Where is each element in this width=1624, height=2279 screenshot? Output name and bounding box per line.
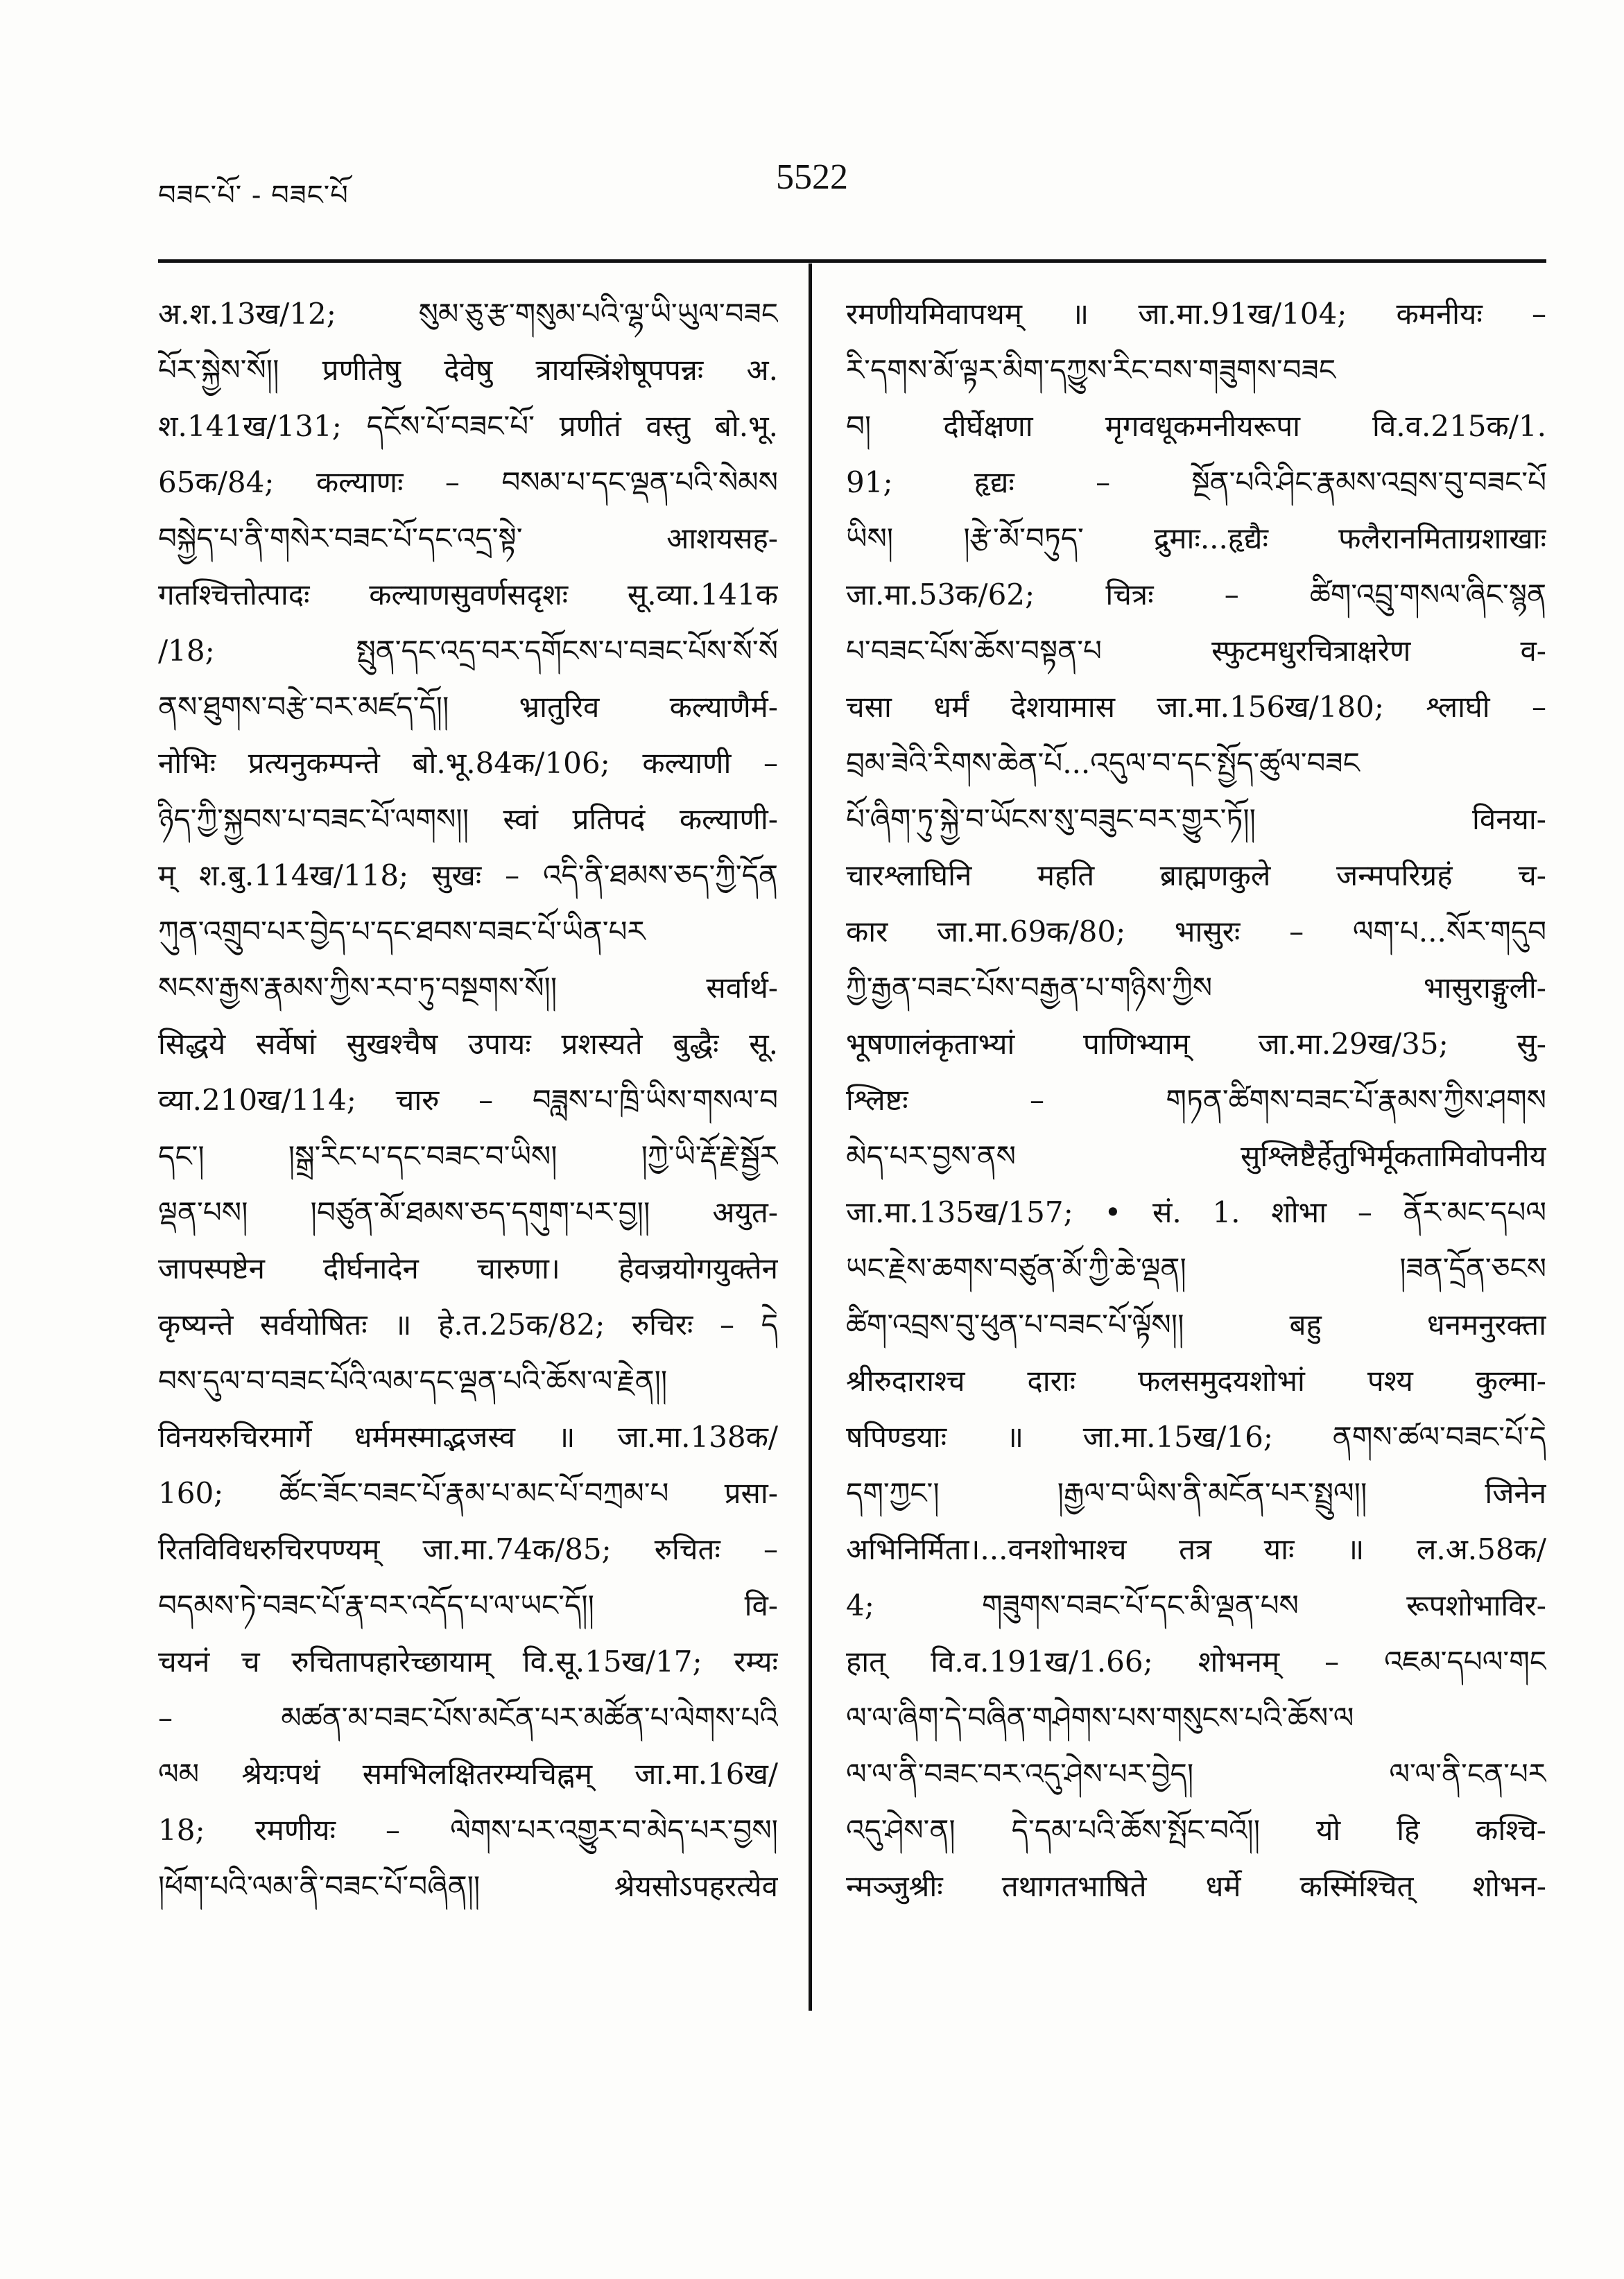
text-line: अ.श.13ख/12; སུམ་ཅུ་རྩ་གསུམ་པའི་ལྷ་ཡི་ཡུལ་བཟང <box>158 297 778 331</box>
text-line: ཡང་རྗེས་ཆགས་བཙུན་མོ་ཀྱི་ཆེ་ལྡན། །ཟན་དྲོན་ཅངས <box>846 1251 1546 1285</box>
text-line: हात् वि.व.191ख/1.66; शोभनम् – འཇམ་དཔལ་གང <box>846 1645 1546 1679</box>
running-head: བཟང་པོ་ - བཟང་པོ <box>158 180 349 211</box>
text-line: 160; ཚོང་ཟོང་བཟང་པོ་རྣམ་པ་མང་པོ་བཀྲམ་པ प्रसा- <box>158 1476 778 1510</box>
text-line: 18; रमणीयः – ལེགས་པར་འགྱུར་བ་མེད་པར་བྱས། <box>158 1813 778 1847</box>
text-line: ཀུན་འགྲུབ་པར་བྱེད་པ་དང་ཐབས་བཟང་པོ་ཡིན་པར <box>158 915 646 948</box>
text-line: བ། दीर्घेक्षणा मृगवधूकमनीयरूपा वि.व.215क/1. <box>846 409 1546 443</box>
text-line: ཡིས། །རྩེ་མོ་བཏུད་ द्रुमाः...हृद्यैः फलैरानमिताग्रशाखाः <box>846 521 1546 555</box>
text-line: བསྐྱེད་པ་ནི་གསེར་བཟང་པོ་དང་འདྲ་སྟེ་ आशयसह- <box>158 521 778 555</box>
text-line: ལམ श्रेयःपथं समभिलक्षितरम्यचिह्नम् जा.मा.16ख/ <box>158 1757 778 1791</box>
text-line: པ་བཟང་པོས་ཆོས་བསྟན་པ स्फुटमधुरचित्राक्षरेण व- <box>846 634 1546 668</box>
text-line: རི་དགས་མོ་ལྟར་མིག་དཀྱུས་རིང་བས་གཟུགས་བཟང <box>846 353 1336 387</box>
text-line: जा.मा.135ख/157; • सं. 1. शोभा – ནོར་མང་དཔལ <box>846 1195 1546 1229</box>
text-line: ནས་ཐུགས་བརྩེ་བར་མཛད་དོ།། भ्रातुरिव कल्याणैर्म- <box>158 690 778 724</box>
text-line: – མཚན་མ་བཟང་པོས་མངོན་པར་མཚོན་པ་ལེགས་པའི <box>158 1701 778 1735</box>
text-line: षपिण्डयाः ॥ जा.मा.15ख/16; ནགས་ཚལ་བཟང་པོ་དེ <box>846 1420 1546 1454</box>
text-line: कार जा.मा.69क/80; भासुरः – ལག་པ...སོར་གདུབ <box>846 915 1546 948</box>
text-line: श.141ख/131; དངོས་པོ་བཟང་པོ་ प्रणीतं वस्तु बो.भू. <box>158 409 778 443</box>
text-line: འདུ་ཤེས་ན། དེ་དམ་པའི་ཆོས་སྤོང་བའོ།། यो हि कश्चि- <box>846 1813 1546 1847</box>
text-line: 91; हृद्यः – སྔོན་པའི་ཤིང་རྣམས་འབྲས་བུ་བཟང་པོ <box>846 465 1546 499</box>
text-line: जापस्पष्टेन दीर्घनादेन चारुणा। हेवज्रयोगयुक्तेन <box>158 1251 778 1285</box>
text-line: ཉིད་ཀྱི་སྐྱབས་པ་བཟང་པོ་ལགས།། स्वां प्रतिपदं कल्याणी- <box>158 802 778 836</box>
text-line: चयनं च रुचितापहारेच्छायाम् वि.सू.15ख/17; रम्यः <box>158 1645 778 1679</box>
text-line: श्रीरुदाराश्च दाराः फलसमुदयशोभां पश्य कुल्मा- <box>846 1364 1546 1398</box>
text-line: जा.मा.53क/62; चित्रः – ཚིག་འབྲུ་གསལ་ཞིང་སྙན <box>846 578 1546 612</box>
text-line: व्या.210ख/114; चारु – བཟླས་པ་ཁྲི་ཡིས་གསལ་བ <box>158 1083 778 1117</box>
page-number: 5522 <box>776 157 848 197</box>
column-divider <box>809 263 812 2011</box>
text-line: བས་དུལ་བ་བཟང་པོའི་ལམ་དང་ལྡན་པའི་ཆོས་ལ་རྗེན།། <box>158 1364 668 1398</box>
text-line: བདམས་ཏེ་བཟང་པོ་རྣ་བར་འདོད་པ་ལ་ཡང་དོ།། वि- <box>158 1588 778 1622</box>
text-line: 65क/84; कल्याणः – བསམ་པ་དང་ལྡན་པའི་སེམས <box>158 465 778 499</box>
text-line: སངས་རྒྱས་རྣམས་ཀྱིས་རབ་ཏུ་བསྔགས་སོ།། सर्वार्थ- <box>158 971 778 1005</box>
text-line: न्मञ्जुश्रीः तथागतभाषिते धर्मे कस्मिंश्चित् शोभन- <box>846 1869 1546 1903</box>
text-line: चसा धर्मं देशयामास जा.मा.156ख/180; श्लाघी – <box>846 690 1546 724</box>
text-line: म् श.बु.114ख/118; सुखः – འདི་ནི་ཐམས་ཅད་ཀྱི་དོན <box>158 858 778 892</box>
text-line: कृष्यन्ते सर्वयोषितः ॥ हे.त.25क/82; रुचिरः – དེ <box>158 1308 778 1342</box>
text-line: रितविविधरुचिरपण्यम् जा.मा.74क/85; रुचितः – <box>158 1532 778 1566</box>
left-column <box>158 286 778 1914</box>
text-line: अभिनिर्मिता।...वनशोभाश्च तत्र याः ॥ ल.अ.58क/ <box>846 1532 1546 1566</box>
text-line: པོ་ཞིག་ཏུ་སྐྱེ་བ་ཡོངས་སུ་བཟུང་བར་གྱུར་ཏོ།། विनया- <box>846 802 1546 836</box>
text-line: པོར་སྐྱེས་སོ།། प्रणीतेषु देवेषु त्रायस्त्रिंशेषूपपन्नः अ. <box>158 353 778 387</box>
text-line: ཚིག་འབྲས་བུ་ཕུན་པ་བཟང་པོ་ལྟོས།། बहु धनमनुरक्ता <box>846 1308 1546 1342</box>
text-line: ཀྱི་རྒྱན་བཟང་པོས་བརྒྱན་པ་གཉིས་ཀྱིས भासुराङ्गुली- <box>846 971 1546 1005</box>
text-line: 4; གཟུགས་བཟང་པོ་དང་མི་ལྡན་པས रूपशोभाविर- <box>846 1588 1546 1622</box>
text-line: །ཕོག་པའི་ལམ་ནི་བཟང་པོ་བཞིན།། श्रेयसोऽपहरत्येव <box>158 1869 778 1903</box>
text-line: ལྡན་པས། །བཙུན་མོ་ཐམས་ཅད་དགུག་པར་བྱ།། अयुत- <box>158 1195 778 1229</box>
text-line: चारश्लाघिनि महति ब्राह्मणकुले जन्मपरिग्रहं च- <box>846 858 1546 892</box>
text-line: श्लिष्टः – གཏན་ཚིགས་བཟང་པོ་རྣམས་ཀྱིས་ཤགས <box>846 1083 1546 1117</box>
header-rule <box>158 259 1546 263</box>
text-line: नोभिः प्रत्यनुकम्पन्ते बो.भू.84क/106; कल्याणी – <box>158 746 778 780</box>
text-line: བྲམ་ཟེའི་རིགས་ཆེན་པོ...འདུལ་བ་དང་སྤྱོད་ཚུལ་བཟང <box>846 746 1360 780</box>
text-line: མེད་པར་བྱས་ནས सुश्लिष्टैर्हेतुभिर्मूकतामिवोपनीय <box>846 1139 1546 1173</box>
text-line: ལ་ལ་ནི་བཟང་བར་འདུ་ཤེས་པར་བྱེད། ལ་ལ་ནི་ངན་པར <box>846 1757 1546 1791</box>
text-line: དང་། །སྒྲ་རིང་པ་དང་བཟང་བ་ཡིས། །ཀྱེ་ཡི་རྡོ་རྗེ་སྦྱོར <box>158 1139 778 1173</box>
text-line: /18; སྤུན་དང་འདྲ་བར་དགོངས་པ་བཟང་པོས་སོ་སོ <box>158 634 778 668</box>
right-column <box>846 286 1546 1914</box>
text-line: དག་ཀྱང་། །རྒྱལ་བ་ཡིས་ནི་མངོན་པར་སྤྲུལ།། जिनेन <box>846 1476 1546 1510</box>
text-line: विनयरुचिरमार्गे धर्ममस्माद्भजस्व ॥ जा.मा.138क/ <box>158 1420 778 1454</box>
text-line: गतश्चित्तोत्पादः कल्याणसुवर्णसदृशः सू.व्या.141क <box>158 578 778 612</box>
text-line: सिद्धये सर्वेषां सुखश्चैष उपायः प्रशस्यते बुद्धैः सू. <box>158 1027 778 1061</box>
text-line: रमणीयमिवापथम् ॥ जा.मा.91ख/104; कमनीयः – <box>846 297 1546 331</box>
text-line: भूषणालंकृताभ्यां पाणिभ्याम् जा.मा.29ख/35; सु- <box>846 1027 1546 1061</box>
text-line: ལ་ལ་ཞིག་དེ་བཞིན་གཤེགས་པས་གསུངས་པའི་ཆོས་ལ <box>846 1701 1354 1735</box>
